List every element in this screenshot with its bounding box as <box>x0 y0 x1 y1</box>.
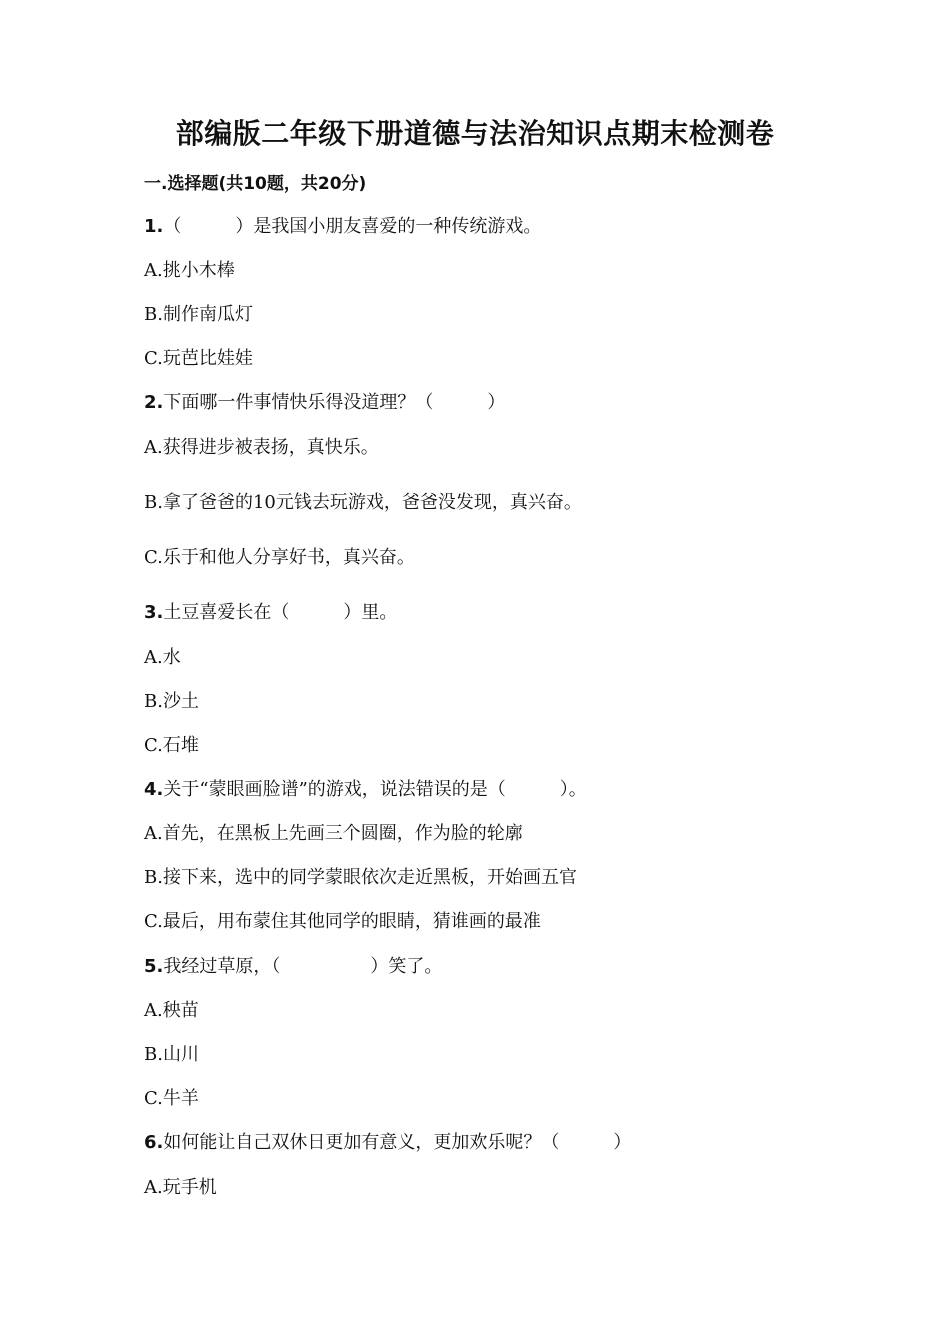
option-4b: B.接下来，选中的同学蒙眼依次走近黑板，开始画五官 <box>144 867 577 888</box>
option-2b: B.拿了爸爸的10元钱去玩游戏，爸爸没发现，真兴奋。 <box>144 492 582 513</box>
option-4c: C.最后，用布蒙住其他同学的眼睛，猜谁画的最准 <box>144 911 541 932</box>
question-number: 6. <box>144 1132 164 1153</box>
question-3 <box>144 600 397 626</box>
option-3c: C.石堆 <box>144 735 199 756</box>
question-number: 1. <box>144 216 164 237</box>
option-3b: B.沙土 <box>144 691 199 712</box>
option-5a: A.秧苗 <box>144 1000 199 1021</box>
question-text: 如何能让自己双休日更加有意义，更加欢乐呢？（ ） <box>163 1132 632 1153</box>
option-1a: A.挑小木棒 <box>144 260 235 281</box>
option-3a: A.水 <box>144 647 181 668</box>
question-number: 2. <box>144 392 164 413</box>
question-number: 3. <box>144 602 164 623</box>
section-heading: 一.选择题(共10题，共20分) <box>144 174 367 194</box>
option-1c: C.玩芭比娃娃 <box>144 348 253 369</box>
question-5 <box>144 954 442 980</box>
option-1b: B.制作南瓜灯 <box>144 304 253 325</box>
question-4 <box>144 777 587 803</box>
question-6 <box>144 1130 631 1156</box>
question-text: （ ）是我国小朋友喜爱的一种传统游戏。 <box>163 216 542 237</box>
option-2c: C.乐于和他人分享好书，真兴奋。 <box>144 547 415 568</box>
option-6a: A.玩手机 <box>144 1177 217 1198</box>
question-text: 下面哪一件事情快乐得没道理？（ ） <box>163 392 506 413</box>
question-number: 4. <box>144 779 164 800</box>
page-title: 部编版二年级下册道德与法治知识点期末检测卷 <box>175 117 775 150</box>
option-5c: C.牛羊 <box>144 1088 199 1109</box>
question-1 <box>144 214 541 240</box>
question-2 <box>144 390 505 416</box>
question-number: 5. <box>144 956 164 977</box>
option-5b: B.山川 <box>144 1044 199 1065</box>
question-text: 土豆喜爱长在（ ）里。 <box>163 602 398 623</box>
question-text: 我经过草原，（ ）笑了。 <box>163 956 443 977</box>
option-4a: A.首先，在黑板上先画三个圆圈，作为脸的轮廓 <box>144 823 523 844</box>
option-2a: A.获得进步被表扬，真快乐。 <box>144 437 379 458</box>
question-text: 关于“蒙眼画脸谱”的游戏，说法错误的是（ ）。 <box>163 779 587 800</box>
